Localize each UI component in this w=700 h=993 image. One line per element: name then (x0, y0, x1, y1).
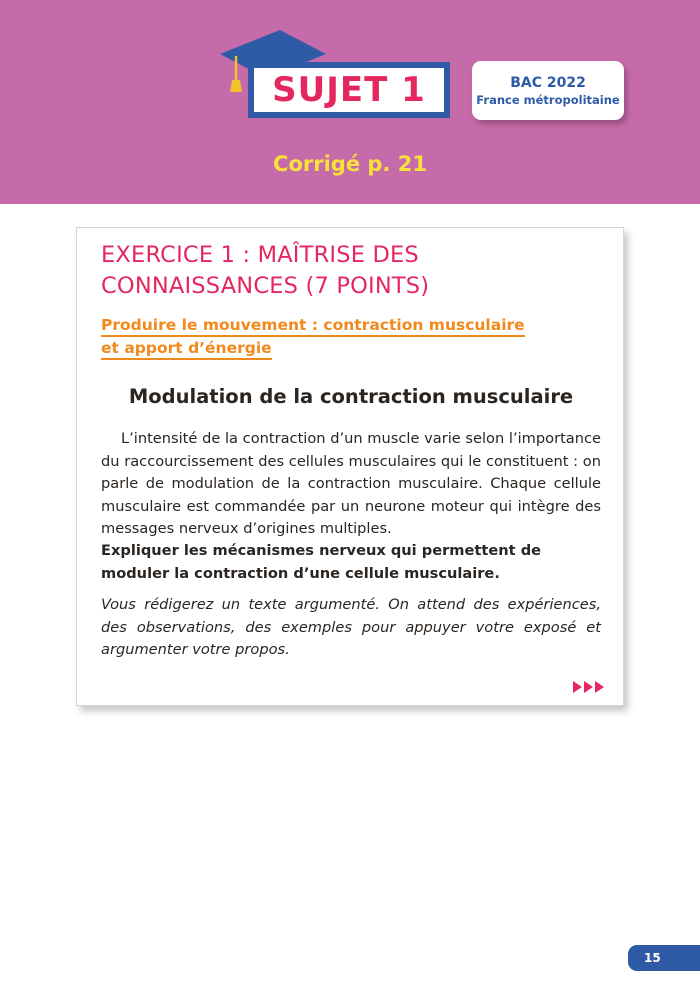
bac-year: BAC 2022 (510, 74, 586, 91)
bac-place: France métropolitaine (476, 92, 620, 107)
corrige-link[interactable]: Corrigé p. 21 (273, 152, 427, 176)
exercise-question: Expliquer les mécanismes nerveux qui permettent de moduler la contraction d’une cellule musculaire. (101, 542, 542, 582)
exercise-title: EXERCICE 1 : MAÎTRISE DES CONNAISSANCES (7 POINTS) (101, 242, 430, 299)
bac-badge (472, 61, 624, 120)
header-band (0, 0, 700, 204)
sujet-badge (248, 62, 450, 118)
exercise-instructions: Vous rédigerez un texte argumenté. On attend des expériences, des observations, des exemples pour appuyer votre exposé et argumenter votre propos. (101, 596, 601, 658)
exercise-subtitle-line2: et apport d’énergie (101, 339, 272, 360)
sujet-label: SUJET 1 (254, 68, 444, 112)
exercise-subtitle (101, 314, 541, 360)
page-number: 15 (628, 945, 700, 971)
exercise-subtitle-line1: Produire le mouvement : contraction musculaire (101, 316, 525, 337)
exercise-card (76, 227, 624, 706)
exercise-paragraph: L’intensité de la contraction d’un muscle varie selon l’importance du raccourcissement des cellules musculaires qui le constituent : on parle de modulation de la contraction musculaire. Chaque cellule musculaire est commandée par un neurone moteur qui intègre des messages nerveux d’origines multiples. (101, 430, 601, 537)
exercise-heading: Modulation de la contraction musculaire (128, 385, 574, 408)
next-page-icon[interactable] (573, 680, 605, 694)
